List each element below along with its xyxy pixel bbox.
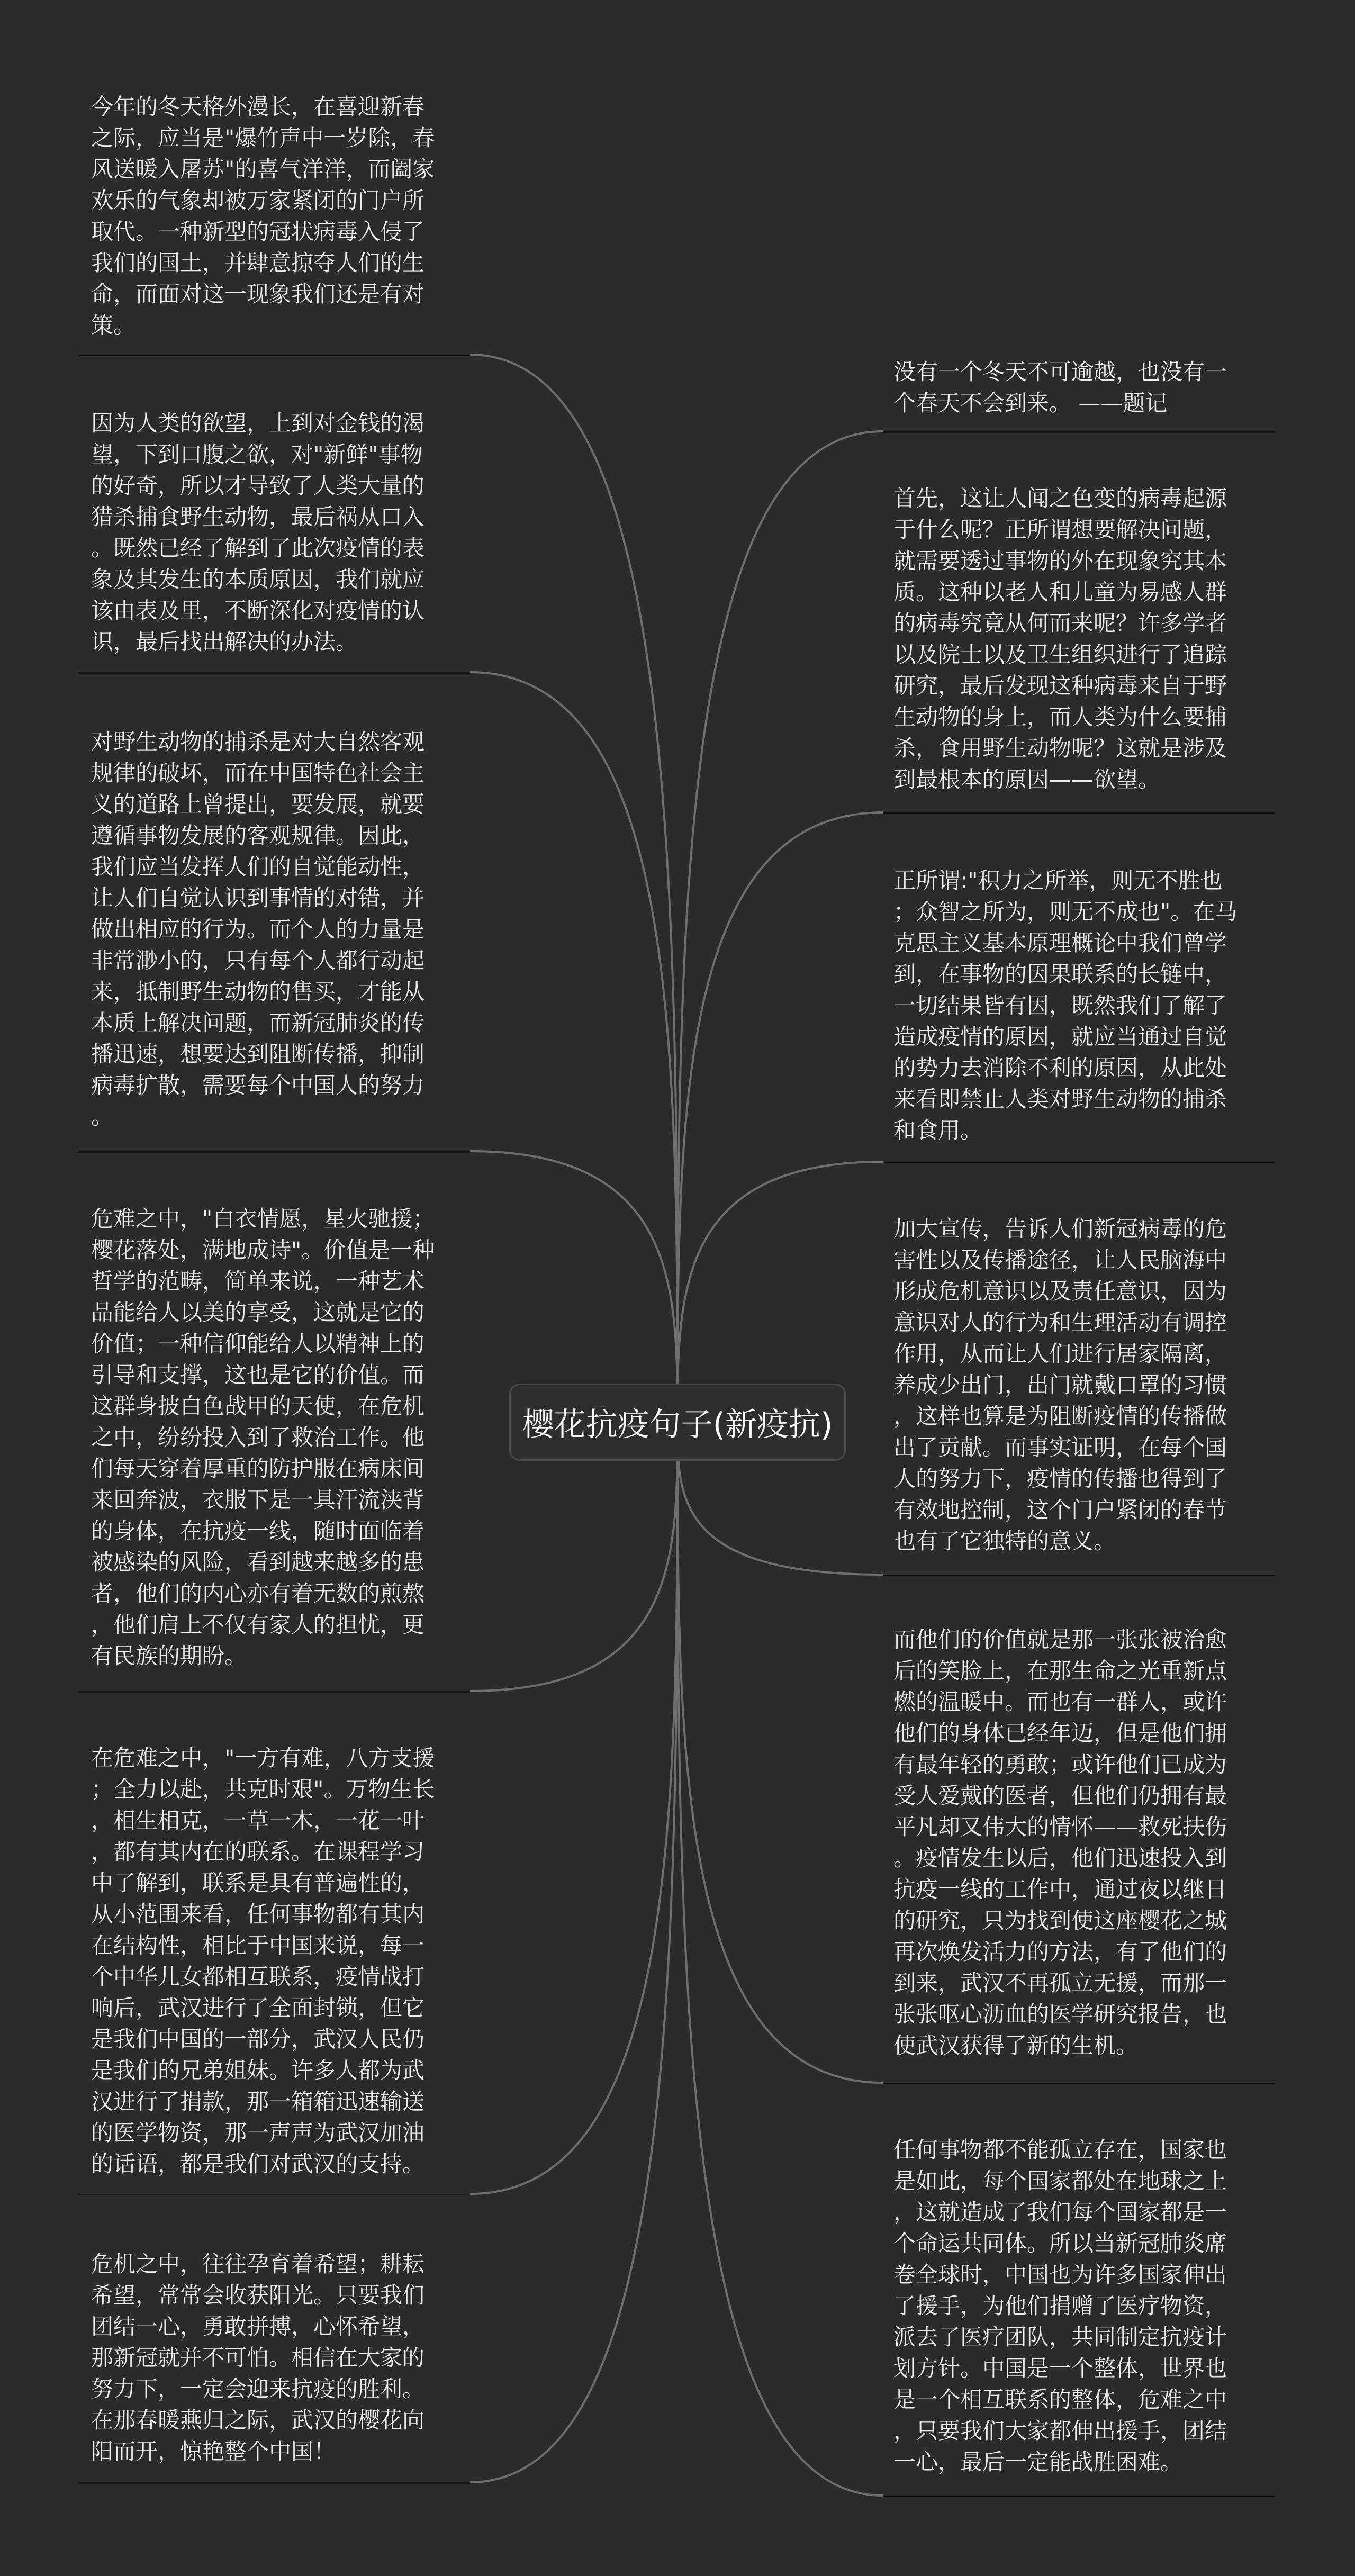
left-node-4-underline bbox=[78, 1691, 470, 1693]
connector-left-5 bbox=[470, 1424, 678, 2194]
right-node-5[interactable]: 而他们的价值就是那一张张被治愈 后的笑脸上，在那生命之光重新点 燃的温暖中。而也有一群人，或许 他们的身体已经年迈，但是他们拥 有最年轻的勇敢；或许他们已成为 受人爱戴的医者，但他们仍拥有最 平凡却又伟大的情怀——救死扶伤 。疫情发生以后，他们迅速投入到 抗疫一线的工作中，通过夜以继日 的研究，只为找到使这座樱花之城 再次焕发活力的方法，有了他们的 到来，武汉不再孤立无援，而那一 张张呕心沥血的医学研究报告，也 使武汉获得了新的生机。 bbox=[893, 1626, 1227, 2058]
left-node-1-underline bbox=[78, 355, 470, 356]
left-node-3-underline bbox=[78, 1151, 470, 1153]
right-node-3[interactable]: 正所谓:"积力之所举，则无不胜也 ；众智之所为，则无不成也"。在马 克思主义基本原理概论中我们曾学 到，在事物的因果联系的长链中， 一切结果皆有因，既然我们了解了 造成疫情的原因，就应当通过自觉 的势力去消除不利的原因，从此处 来看即禁止人类对野生动物的捕杀 和食用。 bbox=[893, 867, 1237, 1143]
left-node-2[interactable]: 因为人类的欲望，上到对金钱的渴 望，下到口腹之欲，对"新鲜"事物 的好奇，所以才导致了人类大量的 猎杀捕食野生动物，最后祸从口入 。既然已经了解到了此次疫情的表 象及其发生的本质原因，我们就应 该由表及里，不断深化对疫情的认 识，最后找出解决的办法。 bbox=[91, 410, 425, 655]
right-node-6[interactable]: 任何事物都不能孤立存在，国家也 是如此，每个国家都处在地球之上 ，这就造成了我们每个国家都是一 个命运共同体。所以当新冠肺炎席 卷全球时，中国也为许多国家伸出 了援手，为他们捐赠了医疗物资， 派去了医疗团队，共同制定抗疫计 划方针。中国是一个整体，世界也 是一个相互联系的整体，危难之中 ，只要我们大家都伸出援手，团结 一心，最后一定能战胜困难。 bbox=[893, 2137, 1227, 2475]
connector-right-2 bbox=[678, 812, 883, 1424]
connector-left-6 bbox=[470, 1424, 678, 2482]
left-node-6-underline bbox=[78, 2482, 470, 2484]
connector-right-1 bbox=[678, 431, 883, 1424]
connector-right-5 bbox=[678, 1424, 883, 2083]
connector-left-3 bbox=[470, 1151, 678, 1424]
right-node-1[interactable]: 没有一个冬天不可逾越，也没有一 个春天不会到来。 ——题记 bbox=[893, 359, 1227, 416]
left-node-4[interactable]: 危难之中，"白衣情愿，星火驰援； 樱花落处，满地成诗"。价值是一种 哲学的范畴，简单来说，一种艺术 品能给人以美的享受，这就是它的 价值；一种信仰能给人以精神上的 引导和支撑，这也是它的价值。而 这群身披白色战甲的天使，在危机 之中，纷纷投入到了救治工作。他 们每天穿着厚重的防护服在病床间 来回奔波，衣服下是一具汗流浃背 的身体，在抗疫一线，随时面临着 被感染的风险，看到越来越多的患 者，他们的内心亦有着无数的煎熬 ，他们肩上不仅有家人的担忧，更 有民族的期盼。 bbox=[91, 1206, 435, 1669]
right-node-2-underline bbox=[883, 812, 1275, 814]
left-node-5[interactable]: 在危难之中，"一方有难，八方支援 ；全力以赴，共克时艰"。万物生长 ，相生相克，一草一木，一花一叶 ，都有其内在的联系。在课程学习 中了解到，联系是具有普遍性的， 从小范围来看，任何事物都有其内 在结构性，相比于中国来说，每一 个中华儿女都相互联系，疫情战打 响后，武汉进行了全面封锁，但它 是我们中国的一部分，武汉人民仍 是我们的兄弟姐妹。许多人都为武 汉进行了捐款，那一箱箱迅速输送 的医学物资，那一声声为武汉加油 的话语，都是我们对武汉的支持。 bbox=[91, 1745, 435, 2177]
right-node-6-underline bbox=[883, 2496, 1275, 2497]
left-node-6[interactable]: 危机之中，往往孕育着希望；耕耘 希望，常常会收获阳光。只要我们 团结一心，勇敢拼搏，心怀希望， 那新冠就并不可怕。相信在大家的 努力下，一定会迎来抗疫的胜利。 在那春暖燕归之际，武汉的樱花向 阳而开，惊艳整个中国！ bbox=[91, 2251, 425, 2464]
center-topic[interactable]: 樱花抗疫句子(新疫抗) bbox=[509, 1384, 846, 1461]
connector-left-2 bbox=[470, 672, 678, 1424]
right-node-1-underline bbox=[883, 431, 1275, 433]
connector-left-4 bbox=[470, 1424, 678, 1691]
connector-right-6 bbox=[678, 1424, 883, 2496]
left-node-2-underline bbox=[78, 672, 470, 674]
right-node-4-underline bbox=[883, 1575, 1275, 1576]
right-node-3-underline bbox=[883, 1162, 1275, 1163]
right-node-4[interactable]: 加大宣传，告诉人们新冠病毒的危 害性以及传播途径，让人民脑海中 形成危机意识以及责任意识，因为 意识对人的行为和生理活动有调控 作用，从而让人们进行居家隔离， 养成少出门，出门就戴口罩的习惯 ，这样也算是为阻断疫情的传播做 出了贡献。而事实证明，在每个国 人的努力下，疫情的传播也得到了 有效地控制，这个门户紧闭的春节 也有了它独特的意义。 bbox=[893, 1216, 1227, 1554]
right-node-5-underline bbox=[883, 2083, 1275, 2084]
left-node-5-underline bbox=[78, 2194, 470, 2195]
right-node-2[interactable]: 首先，这让人闻之色变的病毒起源 于什么呢？正所谓想要解决问题， 就需要透过事物的外在现象究其本 质。这种以老人和儿童为易感人群 的病毒究竟从何而来呢？许多学者 以及院士以及卫生组织进行了追踪 研究，最后发现这种病毒来自于野 生动物的身上，而人类为什么要捕 杀，食用野生动物呢？这就是涉及 到最根本的原因——欲望。 bbox=[893, 485, 1227, 792]
left-node-3[interactable]: 对野生动物的捕杀是对大自然客观 规律的破坏，而在中国特色社会主 义的道路上曾提出，要发展，就要 遵循事物发展的客观规律。因此， 我们应当发挥人们的自觉能动性， 让人们自觉认识到事情的对错，并 做出相应的行为。而个人的力量是 非常渺小的，只有每个人都行动起 来，抵制野生动物的售买，才能从 本质上解决问题，而新冠肺炎的传 播迅速，想要达到阻断传播，抑制 病毒扩散，需要每个中国人的努力 。 bbox=[91, 729, 425, 1129]
left-node-1[interactable]: 今年的冬天格外漫长，在喜迎新春 之际，应当是"爆竹声中一岁除，春 风送暖入屠苏"的喜气洋洋，而阖家 欢乐的气象却被万家紧闭的门户所 取代。一种新型的冠状病毒入侵了 我们的国土，并肆意掠夺人们的生 命，而面对这一现象我们还是有对 策。 bbox=[91, 94, 435, 338]
connector-left-1 bbox=[470, 355, 678, 1424]
